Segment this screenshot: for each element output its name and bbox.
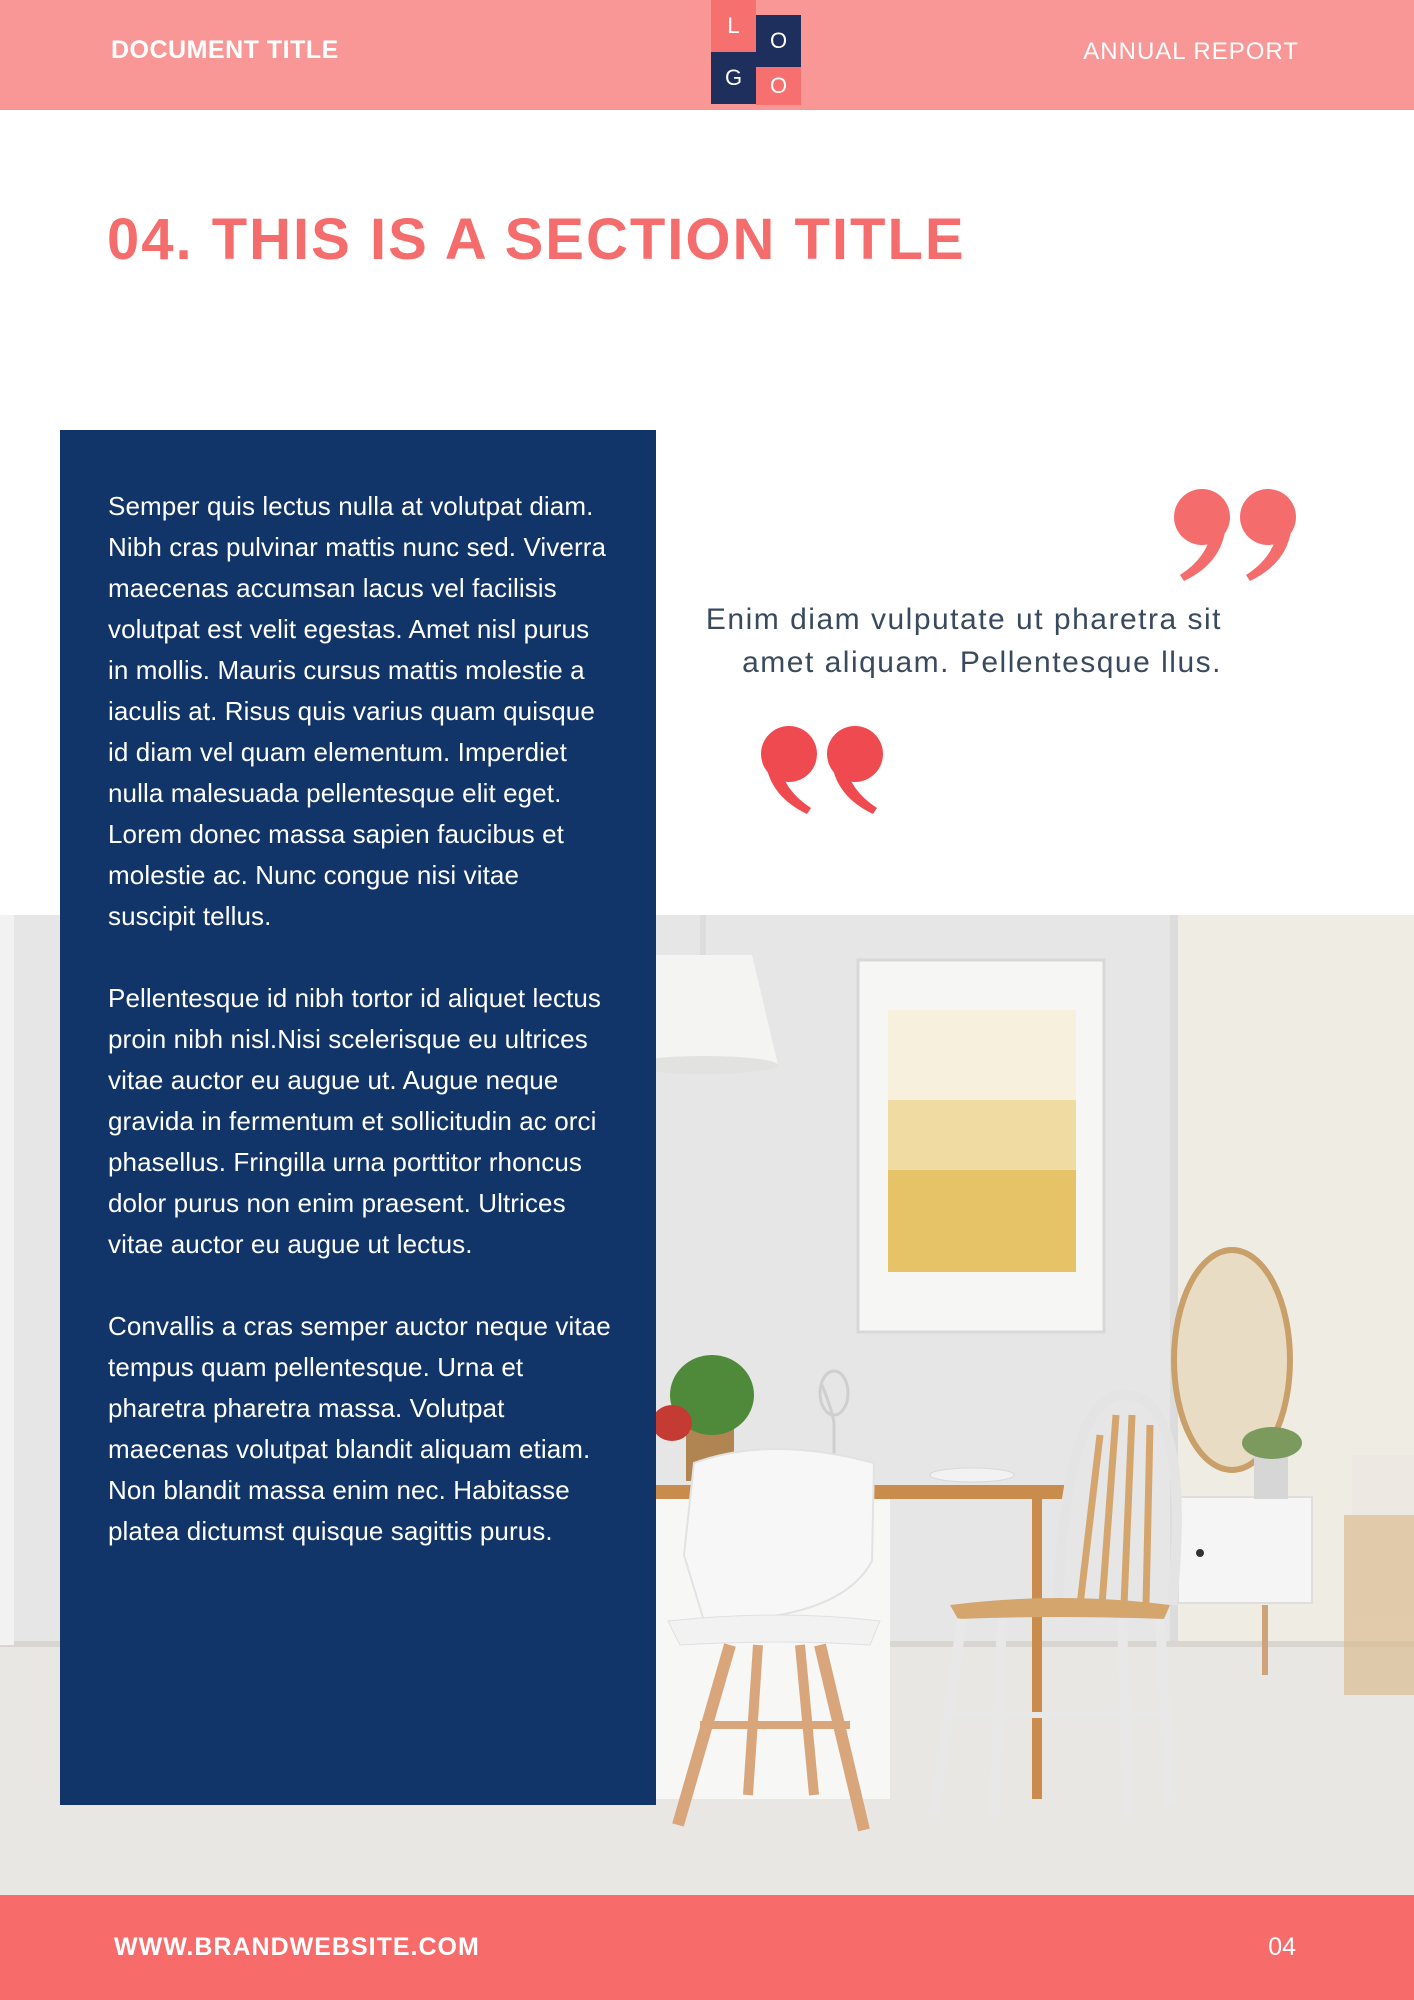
logo-letter-l: L <box>711 0 756 52</box>
page-header <box>0 0 1414 110</box>
logo-letter-o-bottom: O <box>756 67 801 105</box>
body-paragraph-1: Semper quis lectus nulla at volutpat diam. Nibh cras pulvinar mattis nunc sed. Viverra maecenas accumsan lacus vel facilisis volutpat est velit egestas. Amet nisl purus in mollis. Mauris cursus mattis molestie a iaculis at. Risus quis varius quam quisque id diam vel quam elementum. Imperdiet nulla malesuada pellentesque elit eget. Lorem donec massa sapien faucibus et molestie ac. Nunc congue nisi vitae suscipit tellus. <box>108 491 607 931</box>
quote-open-icon <box>1170 485 1300 585</box>
pull-quote: Enim diam vulputate ut pharetra sit amet aliquam. Pellentesque llus. <box>705 603 1222 679</box>
logo-letter-g: G <box>711 52 756 104</box>
section-title: 04. THIS IS A SECTION TITLE <box>107 207 966 272</box>
report-label: ANNUAL REPORT <box>1083 38 1299 65</box>
quote-close-icon <box>757 718 887 818</box>
page-number: 04 <box>1268 1933 1296 1961</box>
body-text-panel <box>60 430 656 1805</box>
body-paragraph-2: Pellentesque id nibh tortor id aliquet lectus proin nibh nisl.Nisi scelerisque eu ultrices vitae auctor eu augue ut. Augue neque gravida in fermentum et sollicitudin ac orci phasellus. Fringilla urna porttitor rhoncus dolor purus non enim praesent. Ultrices vitae auctor eu augue ut lectus. <box>108 983 602 1259</box>
brand-website: WWW.BRANDWEBSITE.COM <box>114 1933 480 1961</box>
document-title: DOCUMENT TITLE <box>111 36 339 64</box>
page-footer <box>0 1895 1414 2000</box>
logo-letter-o-top: O <box>756 15 801 67</box>
logo <box>711 0 801 105</box>
body-paragraph-3: Convallis a cras semper auctor neque vitae tempus quam pellentesque. Urna et pharetra pharetra massa. Volutpat maecenas volutpat blandit aliquam etiam. Non blandit massa enim nec. Habitasse platea dictumst quisque sagittis purus. <box>108 1311 611 1546</box>
